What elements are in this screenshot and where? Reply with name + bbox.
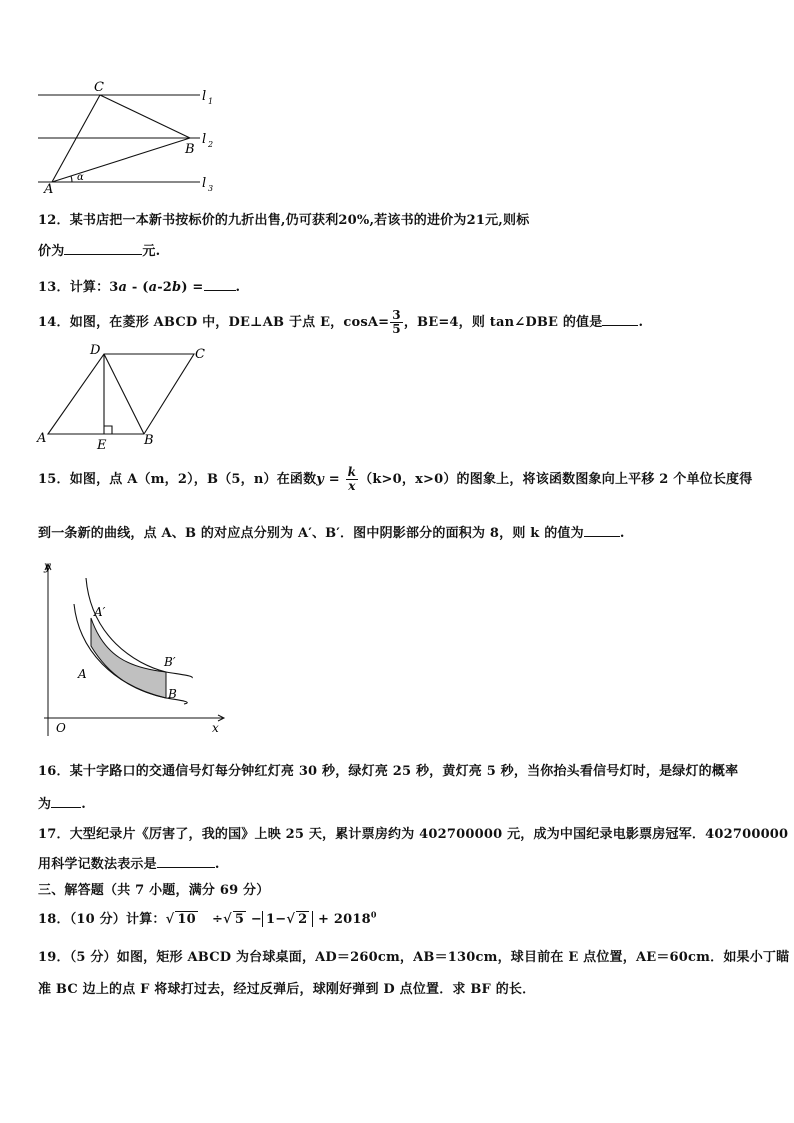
section-title: 三、解答题（共 7 小题，满分 69 分） bbox=[38, 883, 270, 898]
question-17-line1: 17．大型纪录片《厉害了，我的国》上映 25 天，累计票房约为 402700000 元，成为中国纪录电影票房冠军．402700000 bbox=[38, 827, 789, 842]
question-13: 13．计算：3a - (a-2b) = . bbox=[38, 280, 241, 295]
label-alpha: α bbox=[77, 172, 84, 183]
question-14: 14．如图，在菱形 ABCD 中，DE⊥AB 于点 E，cosA= $\frac{3}{5}$ ，BE=4，则 tan∠DBE 的值是 . bbox=[38, 308, 644, 336]
answer-blank-15[interactable] bbox=[584, 524, 620, 537]
svg-text:l: l bbox=[202, 176, 207, 191]
question-15-line2: 到一条新的曲线，点 A、B 的对应点分别为 A′、B′．图中阴影部分的面积为 8，则 k 的值为 . bbox=[38, 526, 625, 541]
svg-text:y: y bbox=[44, 559, 51, 573]
svg-text:l: l bbox=[202, 132, 207, 147]
svg-text:A: A bbox=[37, 431, 47, 446]
question-12-line1: 12．某书店把一本新书按标价的九折出售,仍可获利20%,若该书的进价为21元,则标 bbox=[38, 213, 530, 228]
svg-text:E: E bbox=[97, 438, 107, 452]
svg-text:A′: A′ bbox=[94, 605, 106, 619]
figure-shifted-curve bbox=[34, 556, 234, 738]
svg-text:1: 1 bbox=[208, 97, 214, 106]
svg-text:2: 2 bbox=[208, 140, 214, 149]
question-18: 18．（10 分）计算：√ 10 ÷√ 5 − 1−√ $2 + 2018^0$ bbox=[38, 909, 377, 927]
figure-rhombus bbox=[34, 344, 214, 452]
answer-blank-16[interactable] bbox=[51, 795, 81, 808]
question-16-line1: 16．某十字路口的交通信号灯每分钟红灯亮 30 秒，绿灯亮 25 秒，黄灯亮 5 秒，当你抬头看信号灯时，是绿灯的概率 bbox=[38, 764, 739, 779]
svg-text:B: B bbox=[168, 687, 177, 701]
question-19-line1: 19．（5 分）如图，矩形 ABCD 为台球桌面，AD＝260cm，AB＝130cm，球目前在 E 点位置，AE＝60cm．如果小丁瞄 bbox=[38, 950, 790, 965]
question-19-line2: 准 BC 边上的点 F 将球打过去，经过反弹后，球刚好弹到 D 点位置．求 BF 的长． bbox=[38, 982, 536, 997]
svg-text:x: x bbox=[212, 721, 219, 735]
label-c: C bbox=[94, 80, 104, 95]
svg-text:D: D bbox=[90, 344, 101, 358]
svg-text:3: 3 bbox=[208, 184, 214, 193]
question-17-line2: 用科学记数法表示是 . bbox=[38, 857, 220, 872]
question-16-line2: 为 . bbox=[38, 797, 86, 812]
label-b: B bbox=[185, 142, 195, 157]
label-a: A bbox=[44, 182, 54, 196]
svg-text:l: l bbox=[202, 89, 207, 104]
segment-cb bbox=[100, 95, 190, 138]
answer-blank-17[interactable] bbox=[157, 855, 215, 868]
svg-text:O: O bbox=[56, 721, 66, 735]
svg-text:A: A bbox=[78, 667, 87, 681]
question-12-line2: 价为 元. bbox=[38, 244, 161, 259]
answer-blank-13[interactable] bbox=[204, 278, 236, 291]
svg-text:C: C bbox=[195, 347, 205, 362]
answer-blank-14[interactable] bbox=[602, 313, 638, 326]
question-15-line1: 15．如图，点 A（m，2），B（5，n）在函数y = $\frac{k}{x}$ （k>0，x>0）的图象上，将该函数图象向上平移 2 个单位长度得 bbox=[38, 465, 753, 493]
svg-text:B: B bbox=[144, 433, 154, 448]
rhombus-abcd bbox=[48, 354, 194, 434]
shaded-region bbox=[91, 618, 166, 698]
segment-db bbox=[104, 354, 144, 434]
figure-parallel-lines bbox=[30, 78, 220, 196]
svg-text:B′: B′ bbox=[164, 655, 176, 669]
answer-blank-12[interactable] bbox=[64, 242, 142, 255]
